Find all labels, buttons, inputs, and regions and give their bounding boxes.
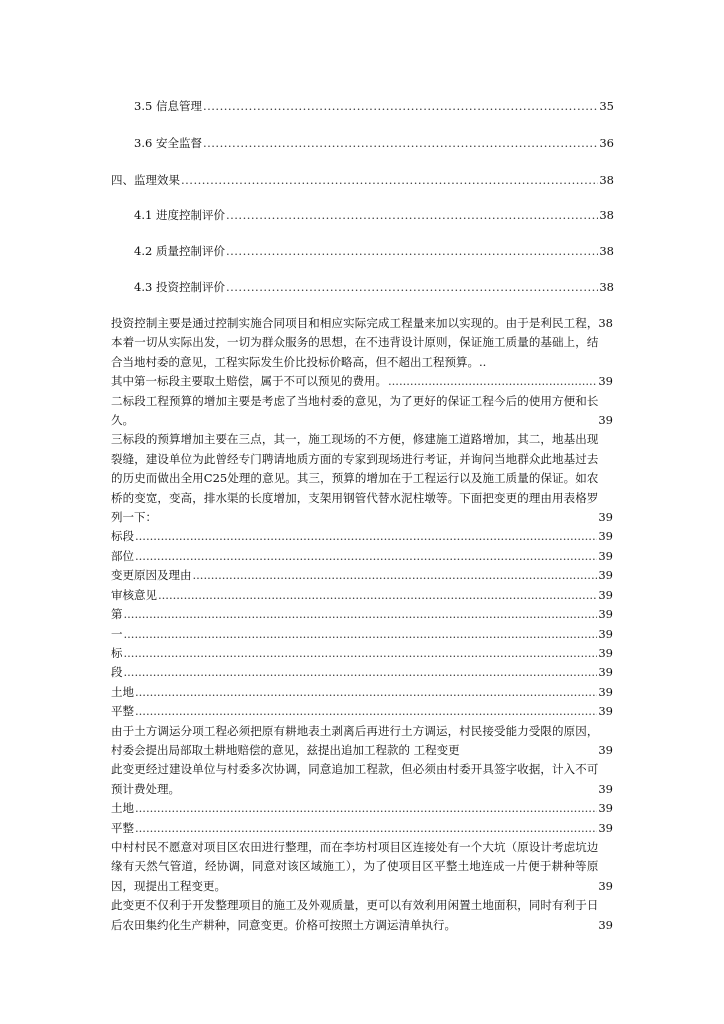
toc-entry-title: 4.2 质量控制评价 [134,244,225,258]
body-entries [111,314,613,935]
leader-dots [135,547,597,566]
leader-dots [135,799,597,818]
body-entry-text: 平整 [111,820,134,835]
body-entry-page: 39 [598,529,613,544]
body-entry-text: 变更原因及理由 [111,568,192,583]
body-entry[interactable] [111,314,613,372]
body-entry-page: 39 [598,801,613,816]
body-entry-text: 标段 [111,529,134,544]
body-entry-page: 39 [598,684,613,699]
toc-entry[interactable] [134,136,614,150]
body-entry-text: 段 [111,665,123,680]
body-entry-page: 39 [598,413,613,428]
leader-dots [124,644,598,663]
leader-dots [388,372,597,391]
body-entry[interactable] [111,819,613,838]
body-entry-text: 部位 [111,548,134,563]
toc-entry-page: 35 [599,99,614,113]
body-entry-page: 39 [598,704,613,719]
body-entry-page: 39 [598,742,613,757]
toc-entry[interactable] [111,173,614,187]
leader-dots [203,136,598,150]
body-entry[interactable] [111,625,613,644]
body-entry-page: 39 [598,607,613,622]
leader-dots [226,208,598,222]
toc-entry-page: 36 [599,136,614,150]
body-entry-page: 38 [598,316,613,330]
body-entry[interactable] [111,722,613,761]
body-entry-text: 土地 [111,684,134,699]
leader-dots [135,683,597,702]
body-entry-page: 39 [598,665,613,680]
body-entry-text: 平整 [111,704,134,719]
body-entry[interactable] [111,566,613,585]
body-entry-page: 39 [598,374,613,389]
toc-entry[interactable] [134,280,614,294]
body-entry-text: 第 [111,607,123,622]
leader-dots [193,566,598,585]
body-entry-text: 二标段工程预算的增加主要是考虑了当地村委的意见，为了更好的保证工程今后的使用方便和长久。 [111,393,599,428]
leader-dots [135,527,597,546]
leader-dots [124,625,598,644]
body-entry-page: 39 [598,820,613,835]
body-entry[interactable] [111,586,613,605]
toc-entry-title: 3.5 信息管理 [134,99,202,113]
body-entry-page: 39 [598,917,613,932]
leader-dots [226,280,598,294]
body-entry-text: 此变更不仅利于开发整理项目的施工及外观质量，更可以有效利用闲置土地面积，同时有利于日后农田集约化生产耕种，同意变更。价格可按照土方调运清单执行。 [111,898,599,932]
body-entry-text: 土地 [111,801,134,816]
leader-dots [124,663,598,682]
body-entry[interactable] [111,683,613,702]
leader-dots [124,605,598,624]
body-entry-text: 中村村民不愿意对项目区农田进行整理，而在李坊村项目区连接处有一个大坑（原设计考虑坑边缘有天然气管道，经协调，同意对该区域施工），为了使项目区平整土地连成一片便于耕种等原因，现提出工程变更。 [111,839,599,893]
toc-entry-page: 38 [599,173,614,187]
body-entry-text: 一 [111,626,123,641]
leader-dots [226,244,598,258]
leader-dots [158,586,597,605]
body-entry-text: 此变更经过建设单位与村委多次协调，同意追加工程款，但必须由村委开具签字收据，计入不可预计费处理。 [111,762,599,796]
body-entry[interactable] [111,392,613,431]
body-entry-page: 39 [598,781,613,796]
toc-entry-title: 4.3 投资控制评价 [134,280,225,294]
leader-dots [181,173,598,187]
body-entry[interactable] [111,702,613,721]
toc-entry-page: 38 [599,208,614,222]
body-entry-text: 由于土方调运分项工程必须把原有耕地表土剥离后再进行土方调运，村民接受能力受限的原因，村委会提出局部取土耕地赔偿的意见，兹提出追加工程款的 工程变更 [111,723,599,757]
body-entry[interactable] [111,799,613,818]
body-entry-text: 投资控制主要是通过控制实施合同项目和相应实际完成工程量来加以实现的。由于是利民工程，本着一切从实际出发，一切为群众服务的思想，在不违背设计原则，保证施工质量的基础上，结合当地村委的意见，工程实际发生价比投标价略高，但不超出工程预算。.. [111,316,599,369]
body-entry-page: 39 [598,645,613,660]
leader-dots [135,819,597,838]
body-entry-page: 39 [598,878,613,893]
toc-entry-title: 3.6 安全监督 [134,136,202,150]
toc-entry[interactable] [134,99,614,113]
body-entry[interactable] [111,663,613,682]
body-entry[interactable] [111,838,613,896]
body-entry-text: 其中第一标段主要取土赔偿，属于不可以预见的费用。 [111,374,387,389]
toc-entry-page: 38 [599,244,614,258]
leader-dots [135,702,597,721]
body-entry-page: 39 [598,626,613,641]
toc-entry-title: 4.1 进度控制评价 [134,208,225,222]
body-entry-text: 三标段的预算增加主要在三点，其一，施工现场的不方便，修建施工道路增加，其二，地基出现裂缝，建设单位为此曾经专门聘请地质方面的专家到现场进行考证，并询问当地群众此地基过去的历史而做出全用C25处理的意见。其三，预算的增加在于工程运行以及施工质量的保证。如农桥的变宽，变高，排水渠的长度增加，支架用钢管代替水泥柱墩等。下面把变更的理由用表格罗列一下： [111,432,599,525]
body-entry[interactable] [111,644,613,663]
body-entry[interactable] [111,896,613,935]
leader-dots [203,99,598,113]
body-entry[interactable] [111,760,613,799]
body-entry[interactable] [111,547,613,566]
body-entry[interactable] [111,372,613,391]
body-entry-text: 审核意见 [111,587,157,602]
body-entry-page: 39 [598,510,613,525]
toc-entry-page: 38 [599,280,614,294]
body-entry-text: 标 [111,645,123,660]
toc-entry-title: 四、监理效果 [111,173,180,187]
toc-entry[interactable] [134,208,614,222]
body-entry-page: 39 [598,548,613,563]
body-entry-page: 39 [598,568,613,583]
toc-entry[interactable] [134,244,614,258]
body-entry[interactable] [111,605,613,624]
body-entry[interactable] [111,527,613,546]
body-entry[interactable] [111,430,613,527]
body-entry-page: 39 [598,587,613,602]
